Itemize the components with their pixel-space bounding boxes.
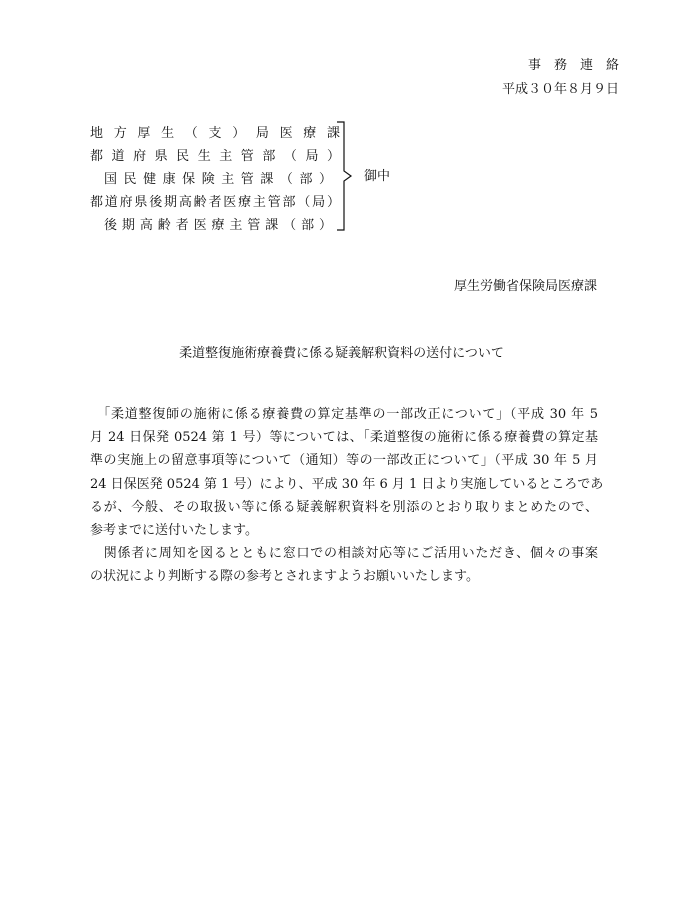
sender: 厚生労働省保険局医療課 <box>453 279 597 294</box>
recipient: 後期高齢者医療主管課（部） <box>104 218 332 233</box>
recipient: 地方厚生（支）局医療課 <box>90 126 340 141</box>
body-line: 準の実施上の留意事項等について（通知）等の一部改正について」（平成 30 年 5 月 <box>90 453 598 469</box>
body-line: 関係者に周知を図るとともに窓口での相談対応等にご活用いただき、個々の事案 <box>90 546 598 562</box>
recipient: 都道府県後期高齢者医療主管部（局） <box>90 195 340 210</box>
document-date: 平成３０年８月９日 <box>501 82 619 97</box>
recipient: 都道府県民生主管部（局） <box>90 149 340 164</box>
body-text <box>90 403 604 589</box>
body-line: 月 24 日保発 0524 第 1 号）等については、「柔道整復の施術に係る療養費の算定基 <box>90 430 598 446</box>
recipient: 国民健康保険主管課（部） <box>104 172 332 187</box>
body-line: るが、今般、その取扱い等に係る疑義解釈資料を別添のとおり取りまとめたので、 <box>90 499 598 515</box>
body-line: の状況により判断する際の参考とされますようお願いいたします。 <box>90 569 479 585</box>
body-line: 「柔道整復師の施術に係る療養費の算定基準の一部改正について」（平成 30 年 5 <box>90 407 598 422</box>
body-line: 参考までに送付いたします。 <box>90 522 258 538</box>
document-type: 事務連絡 <box>527 58 632 73</box>
right-brace-icon <box>336 120 358 232</box>
body-line: 24 日保医発 0524 第 1 号）により、平成 30 年 6 月 1 日より実施しているところであ <box>90 476 604 492</box>
honorific: 御中 <box>364 169 391 184</box>
recipient-list <box>90 122 340 237</box>
subject-title: 柔道整復施術療養費に係る疑義解釈資料の送付について <box>179 346 504 361</box>
